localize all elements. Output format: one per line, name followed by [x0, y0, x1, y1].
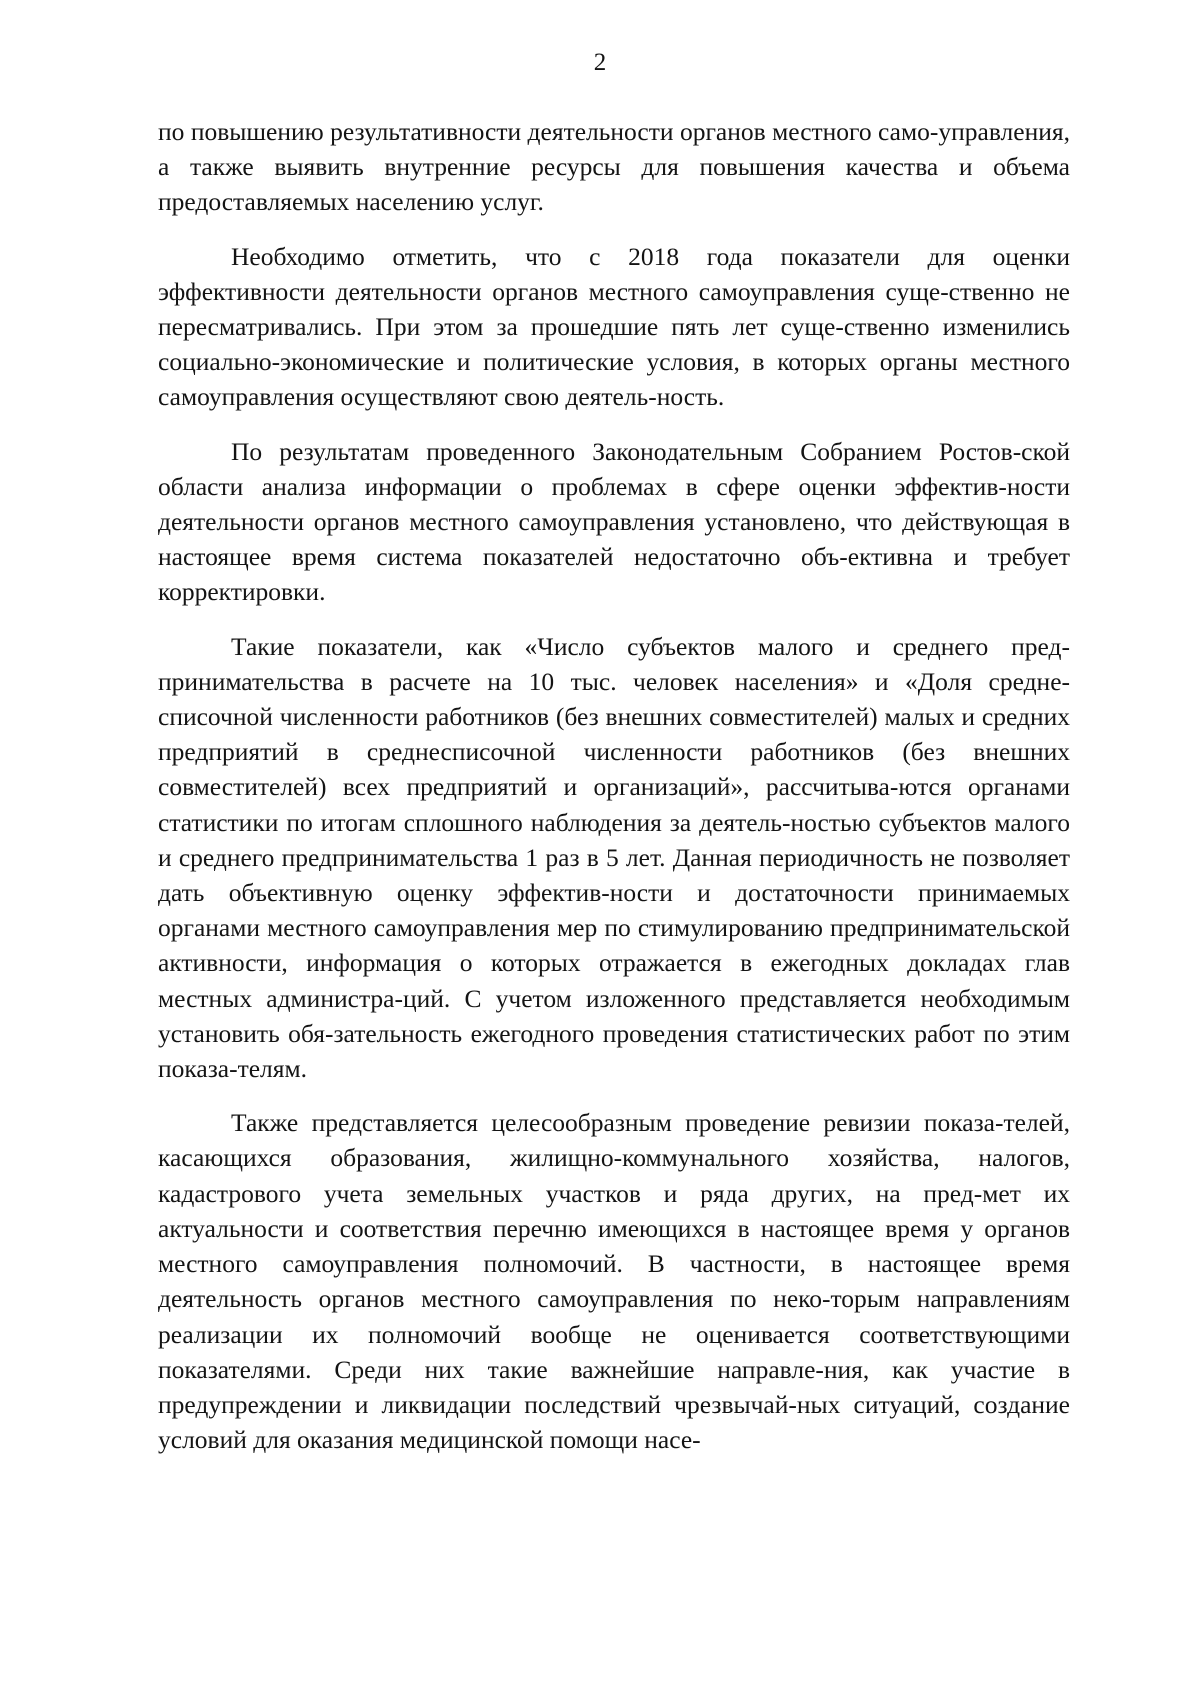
paragraph-continuation: по повышению результативности деятельности органов местного само-управления, а также выявить внутренние ресурсы для повышения качества и объема предоставляемых населению услуг. — [158, 117, 1070, 217]
paragraph-small-business-indicators: Такие показатели, как «Число субъектов малого и среднего пред-принимательства в расчете на 10 тыс. человек населения» и «Доля средне-списочной численности работников (без внешних совместителей) малых и средних предприятий в среднесписочной численности работников (без внешних совместителей) всех предприятий и организаций», рассчитыва-ются органами статистики по итогам сплошного наблюдения за деятель-ностью субъектов малого и среднего предпринимательства 1 раз в 5 лет. Данная периодичность не позволяет дать объективную оценку эффектив-ности и достаточности принимаемых органами местного самоуправления мер по стимулированию предпринимательской активности, информация о которых отражается в ежегодных докладах глав местных администра-ций. С учетом изложенного представляется необходимым установить обя-зательность ежегодного проведения статистических работ по этим показа-телям. — [158, 631, 1070, 1084]
paragraph-analysis-results: По результатам проведенного Законодательным Собранием Ростов-ской области анализа информации о проблемах в сфере оценки эффектив-ности деятельности органов местного самоуправления установлено, что действующая в настоящее время система показателей недостаточно объ-ективна и требует корректировки. — [158, 436, 1070, 607]
document-body — [158, 114, 1070, 1457]
paragraph-indicators-not-revised: Необходимо отметить, что с 2018 года показатели для оценки эффективности деятельности органов местного самоуправления суще-ственно не пересматривались. При этом за прошедшие пять лет суще-ственно изменились социально-экономические и политические условия, в которых органы местного самоуправления осуществляют свою деятель-ность. — [158, 241, 1070, 412]
page-number: 2 — [593, 49, 607, 76]
paragraph-indicator-revision: Также представляется целесообразным проведение ревизии показа-телей, касающихся образования, жилищно-коммунального хозяйства, налогов, кадастрового учета земельных участков и ряда других, на пред-мет их актуальности и соответствия перечню имеющихся в настоящее время у органов местного самоуправления полномочий. В частности, в настоящее время деятельность органов местного самоуправления по неко-торым направлениям реализации их полномочий вообще не оценивается соответствующими показателями. Среди них такие важнейшие направле-ния, как участие в предупреждении и ликвидации последствий чрезвычай-ных ситуаций, создание условий для оказания медицинской помощи насе- — [158, 1108, 1070, 1455]
